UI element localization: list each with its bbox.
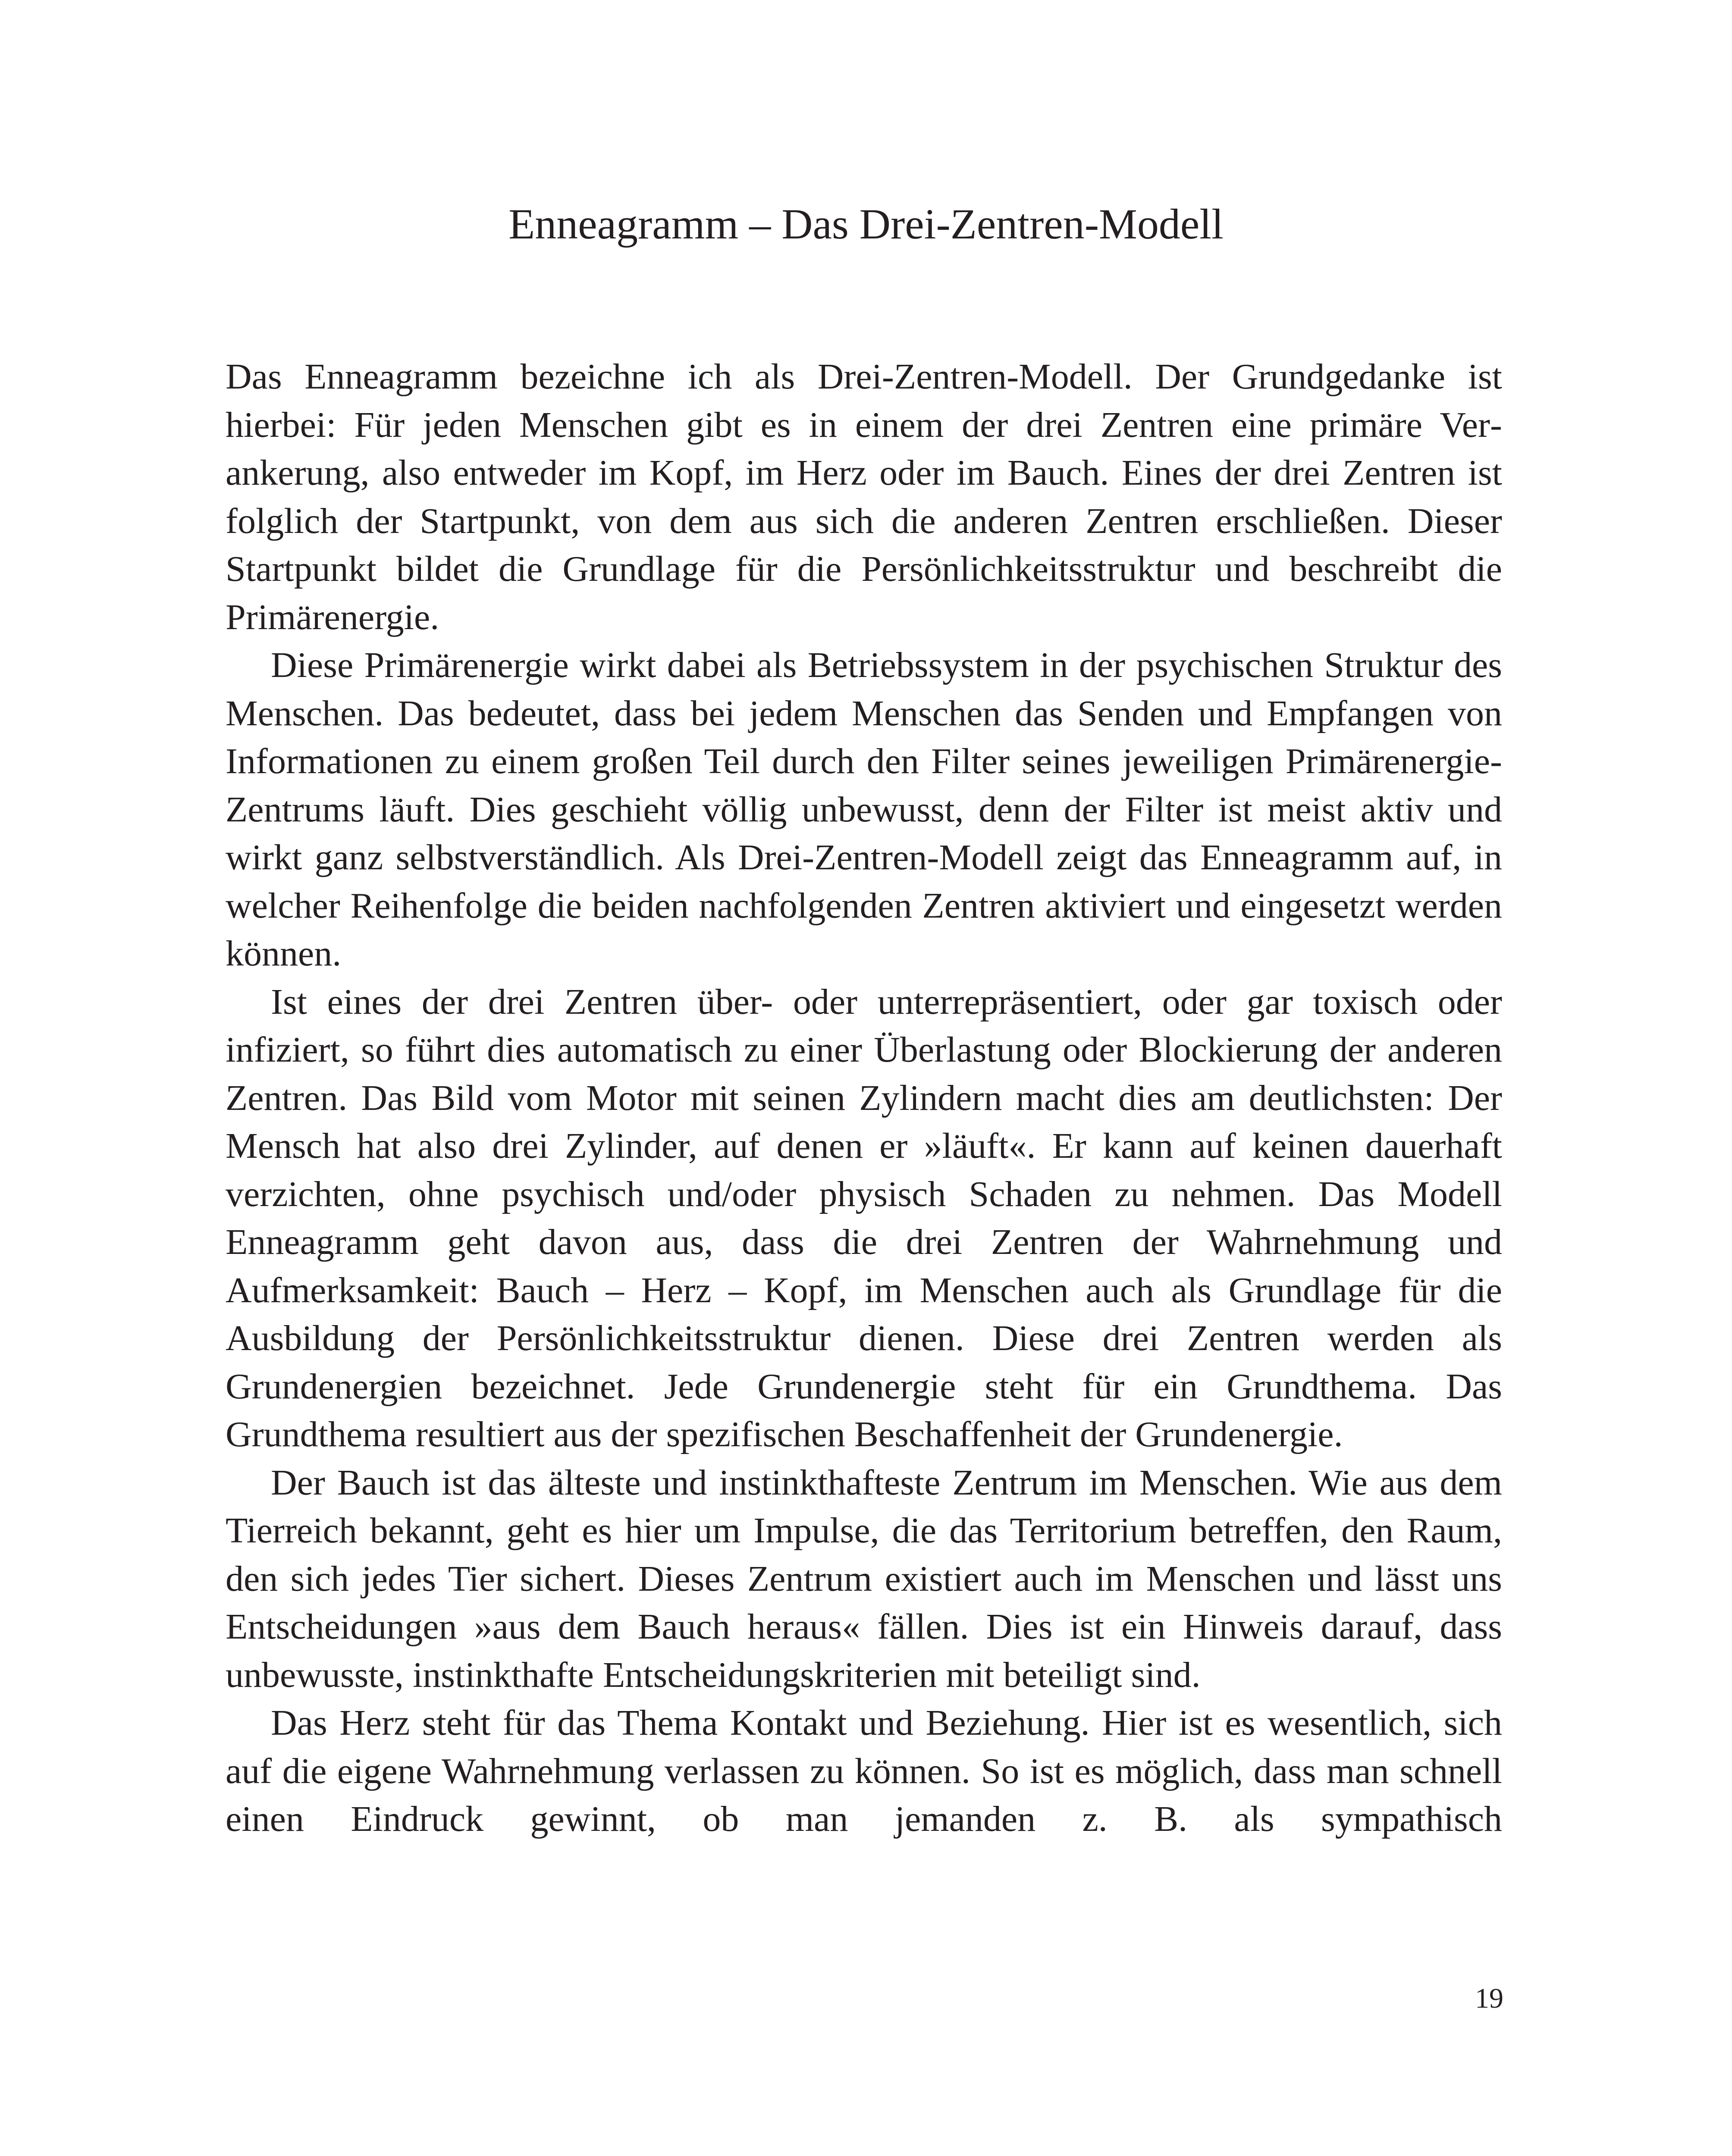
- paragraph: Das Enneagramm bezeichne ich als Drei-Zentren-Modell. Der Grundgedanke ist hierbei: Für jeden Menschen gibt es in einem der drei Zentren eine primäre Verankerung, also entweder im Kopf, im Herz oder im Bauch. Eines der drei Zentren ist folglich der Startpunkt, von dem aus sich die anderen Zentren erschließen. Dieser Startpunkt bildet die Grundlage für die Persönlichkeitsstruktur und beschreibt die Primärenergie.: [226, 357, 1502, 637]
- paragraph: Ist eines der drei Zentren über- oder unterrepräsentiert, oder gar toxisch oder infiziert, so führt dies automatisch zu einer Überlastung oder Blockierung der anderen Zentren. Das Bild vom Motor mit seinen Zylindern macht dies am deutlichsten: Der Mensch hat also drei Zylinder, auf denen er »läuft«. Er kann auf keinen dauerhaft verzichten, ohne psychisch und/oder physisch Schaden zu nehmen. Das Modell Enneagramm geht davon aus, dass die drei Zentren der Wahrnehmung und Aufmerksamkeit: Bauch – Herz – Kopf, im Menschen auch als Grundlage für die Ausbildung der Persönlichkeitsstruktur dienen. Diese drei Zentren werden als Grundenergien bezeichnet. Jede Grundenergie steht für ein Grundthema. Das Grundthema resultiert aus der spezifischen Beschaffenheit der Grundenergie.: [226, 981, 1502, 1454]
- chapter-title: Enneagramm – Das Drei-Zentren-Modell: [508, 200, 1224, 248]
- paragraph: Der Bauch ist das älteste und instinkthafteste Zentrum im Menschen. Wie aus dem Tierreich bekannt, geht es hier um Impulse, die das Territorium betreffen, den Raum, den sich jedes Tier sichert. Dieses Zentrum existiert auch im Menschen und lässt uns Entscheidungen »aus dem Bauch heraus« fällen. Dies ist ein Hinweis darauf, dass unbewusste, instinkthafte Entscheidungskriterien mit beteiligt sind.: [226, 1462, 1502, 1695]
- paragraph: Das Herz steht für das Thema Kontakt und Beziehung. Hier ist es wesentlich, sich auf die eigene Wahrnehmung verlassen zu können. So ist es möglich, dass man schnell einen Eindruck gewinnt, ob man jemanden z. B. als sympathisch: [226, 1703, 1502, 1839]
- paragraph: Diese Primärenergie wirkt dabei als Betriebssystem in der psychischen Struktur des Menschen. Das bedeutet, dass bei jedem Menschen das Senden und Empfangen von Informationen zu einem großen Teil durch den Filter seines jeweiligen Primärenergie-Zentrums läuft. Dies geschieht völlig unbewusst, denn der Filter ist meist aktiv und wirkt ganz selbstverständlich. Als Drei-Zentren-Modell zeigt das Enneagramm auf, in welcher Reihenfolge die beiden nachfolgenden Zentren aktiviert und eingesetzt werden können.: [226, 645, 1502, 974]
- body-text: [226, 353, 1502, 1843]
- page-number: 19: [1475, 1983, 1503, 2014]
